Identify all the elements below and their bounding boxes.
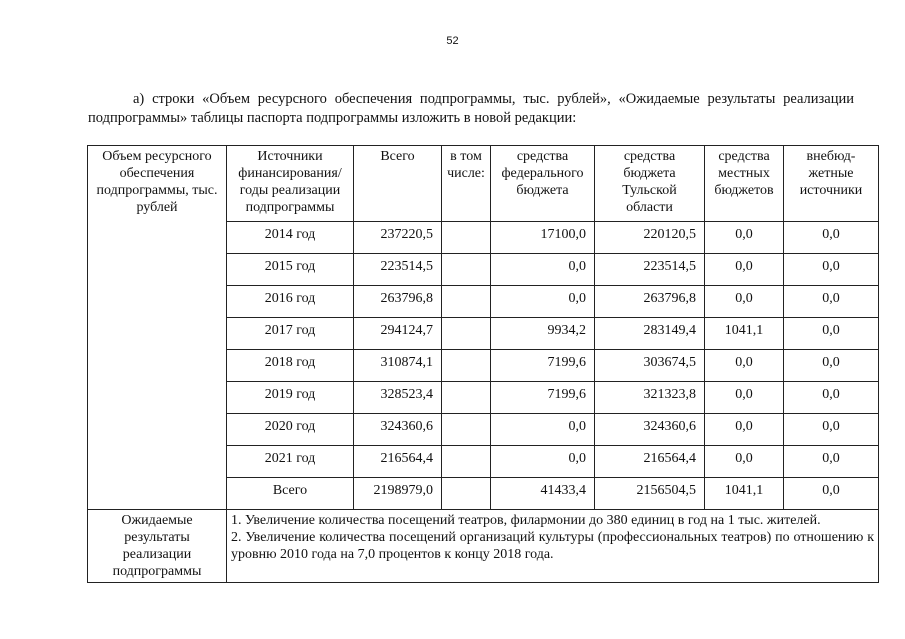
including-cell <box>442 254 491 286</box>
year-cell: 2017 год <box>227 318 354 350</box>
regional-cell: 324360,6 <box>595 414 705 446</box>
header-federal: средства федерального бюджета <box>491 146 595 222</box>
regional-cell: 321323,8 <box>595 382 705 414</box>
local-cell: 0,0 <box>705 286 784 318</box>
including-cell <box>442 382 491 414</box>
intro-paragraph: а) строки «Объем ресурсного обеспечения подпрограммы, тыс. рублей», «Ожидаемые результаты реализации подпрограммы» таблицы паспорта подпрограммы изложить в новой редакции: <box>88 91 854 126</box>
local-cell: 0,0 <box>705 350 784 382</box>
regional-cell: 223514,5 <box>595 254 705 286</box>
passport-table <box>87 145 879 583</box>
results-row <box>88 510 879 583</box>
extrabudget-cell: 0,0 <box>784 286 879 318</box>
results-text <box>227 510 879 583</box>
year-cell: 2018 год <box>227 350 354 382</box>
total-cell: 216564,4 <box>354 446 442 478</box>
page-number: 52 <box>446 35 459 47</box>
table-header-row <box>88 146 879 222</box>
including-cell <box>442 478 491 510</box>
extrabudget-cell: 0,0 <box>784 254 879 286</box>
local-cell: 0,0 <box>705 414 784 446</box>
federal-cell: 0,0 <box>491 446 595 478</box>
extrabudget-cell: 0,0 <box>784 382 879 414</box>
regional-cell: 303674,5 <box>595 350 705 382</box>
row-label-cell: Объем ресурсного обеспечения подпрограммы, тыс. рублей <box>88 146 227 510</box>
federal-cell: 9934,2 <box>491 318 595 350</box>
year-cell: 2015 год <box>227 254 354 286</box>
total-cell: 310874,1 <box>354 350 442 382</box>
year-cell: 2020 год <box>227 414 354 446</box>
extrabudget-cell: 0,0 <box>784 478 879 510</box>
extrabudget-cell: 0,0 <box>784 446 879 478</box>
federal-cell: 7199,6 <box>491 350 595 382</box>
extrabudget-cell: 0,0 <box>784 222 879 254</box>
extrabudget-cell: 0,0 <box>784 318 879 350</box>
year-cell: Всего <box>227 478 354 510</box>
including-cell <box>442 318 491 350</box>
local-cell: 0,0 <box>705 222 784 254</box>
local-cell: 0,0 <box>705 446 784 478</box>
including-cell <box>442 446 491 478</box>
federal-cell: 41433,4 <box>491 478 595 510</box>
results-label: Ожидаемые результаты реализации подпрограммы <box>88 510 227 583</box>
federal-cell: 7199,6 <box>491 382 595 414</box>
local-cell: 1041,1 <box>705 478 784 510</box>
regional-cell: 216564,4 <box>595 446 705 478</box>
local-cell: 0,0 <box>705 254 784 286</box>
including-cell <box>442 286 491 318</box>
header-extrabudget: внебюд-жетные источники <box>784 146 879 222</box>
total-cell: 2198979,0 <box>354 478 442 510</box>
local-cell: 0,0 <box>705 382 784 414</box>
regional-cell: 263796,8 <box>595 286 705 318</box>
result-item: 1. Увеличение количества посещений театров, филармонии до 380 единиц в год на 1 тыс. жителей. <box>231 513 821 528</box>
local-cell: 1041,1 <box>705 318 784 350</box>
extrabudget-cell: 0,0 <box>784 414 879 446</box>
year-cell: 2016 год <box>227 286 354 318</box>
total-cell: 223514,5 <box>354 254 442 286</box>
header-local: средства местных бюджетов <box>705 146 784 222</box>
year-cell: 2019 год <box>227 382 354 414</box>
total-cell: 294124,7 <box>354 318 442 350</box>
total-cell: 328523,4 <box>354 382 442 414</box>
header-including: в том числе: <box>442 146 491 222</box>
including-cell <box>442 350 491 382</box>
extrabudget-cell: 0,0 <box>784 350 879 382</box>
total-cell: 237220,5 <box>354 222 442 254</box>
including-cell <box>442 222 491 254</box>
including-cell <box>442 414 491 446</box>
total-cell: 324360,6 <box>354 414 442 446</box>
federal-cell: 0,0 <box>491 414 595 446</box>
result-item: 2. Увеличение количества посещений организаций культуры (профессиональных театров) по отношению к уровню 2010 года на 7,0 процентов к концу 2018 года. <box>231 530 874 562</box>
federal-cell: 0,0 <box>491 286 595 318</box>
year-cell: 2021 год <box>227 446 354 478</box>
federal-cell: 0,0 <box>491 254 595 286</box>
regional-cell: 2156504,5 <box>595 478 705 510</box>
regional-cell: 283149,4 <box>595 318 705 350</box>
federal-cell: 17100,0 <box>491 222 595 254</box>
total-cell: 263796,8 <box>354 286 442 318</box>
year-cell: 2014 год <box>227 222 354 254</box>
header-total: Всего <box>354 146 442 222</box>
header-regional: средства бюджета Тульской области <box>595 146 705 222</box>
header-sources: Источники финансирования/ годы реализации подпрограммы <box>227 146 354 222</box>
regional-cell: 220120,5 <box>595 222 705 254</box>
